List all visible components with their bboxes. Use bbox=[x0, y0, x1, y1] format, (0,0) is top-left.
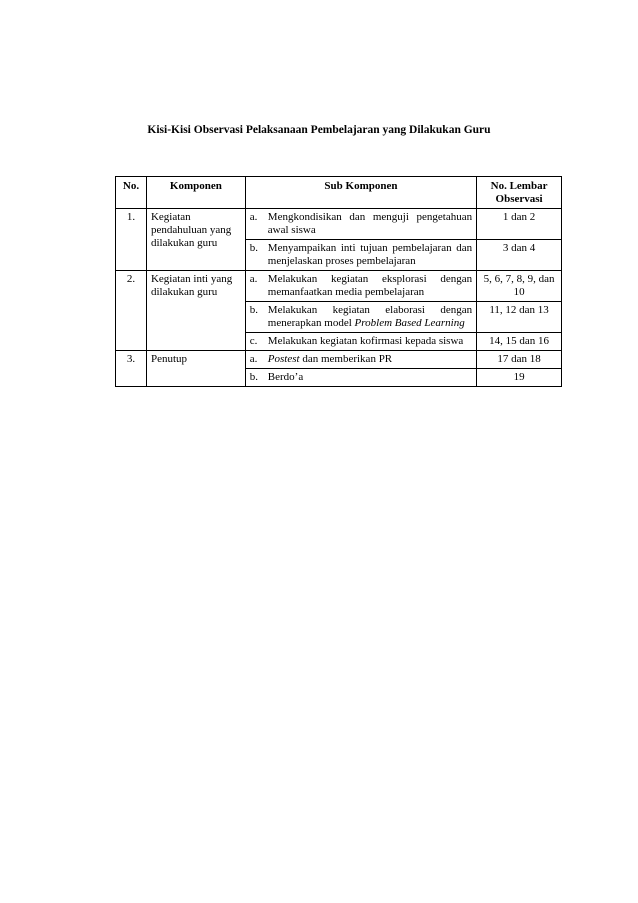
sub-komponen-cell bbox=[245, 369, 476, 387]
table-row bbox=[116, 351, 562, 369]
sub-letter: b. bbox=[249, 371, 259, 383]
sub-komponen-cell bbox=[245, 240, 476, 271]
table-row bbox=[116, 271, 562, 302]
sub-text: Berdo’a bbox=[267, 371, 304, 383]
lembar-cell: 5, 6, 7, 8, 9, dan 10 bbox=[477, 271, 562, 302]
sub-text bbox=[268, 304, 472, 330]
sub-text-italic: Postest bbox=[267, 353, 300, 365]
komponen-cell: Kegiatan inti yang dilakukan guru bbox=[146, 271, 245, 351]
sub-text-italic: Problem Based Learning bbox=[354, 317, 465, 329]
table-row bbox=[116, 209, 562, 240]
sub-text-plain: dan memberikan PR bbox=[302, 353, 393, 365]
lembar-cell: 1 dan 2 bbox=[477, 209, 562, 240]
sub-text: Menyampaikan inti tujuan pembelajaran dan menjelaskan proses pembelajaran bbox=[267, 242, 473, 267]
sub-letter: a. bbox=[249, 273, 258, 285]
header-sub-komponen: Sub Komponen bbox=[245, 177, 476, 209]
header-komponen: Komponen bbox=[146, 177, 245, 209]
sub-komponen-cell bbox=[245, 333, 476, 351]
sub-text-plain: Melakukan kegiatan elaborasi dengan menerapkan model bbox=[267, 304, 473, 329]
observation-grid-table bbox=[115, 176, 562, 387]
header-no: No. bbox=[116, 177, 147, 209]
sub-letter: a. bbox=[249, 211, 258, 223]
sub-komponen-cell bbox=[245, 351, 476, 369]
lembar-cell: 3 dan 4 bbox=[477, 240, 562, 271]
sub-letter: c. bbox=[249, 335, 258, 347]
row-number: 1. bbox=[116, 209, 147, 271]
komponen-cell: Penutup bbox=[146, 351, 245, 387]
document-title: Kisi-Kisi Observasi Pelaksanaan Pembelajaran yang Dilakukan Guru bbox=[147, 124, 491, 136]
row-number: 3. bbox=[116, 351, 147, 387]
komponen-cell: Kegiatan pendahuluan yang dilakukan guru bbox=[146, 209, 245, 271]
sub-text bbox=[268, 353, 472, 366]
lembar-cell: 19 bbox=[477, 369, 562, 387]
sub-text: Melakukan kegiatan eksplorasi dengan memanfaatkan media pembelajaran bbox=[267, 273, 473, 298]
sub-komponen-cell bbox=[245, 271, 476, 302]
sub-letter: b. bbox=[249, 242, 259, 254]
sub-letter: a. bbox=[249, 353, 258, 365]
lembar-cell: 14, 15 dan 16 bbox=[477, 333, 562, 351]
lembar-cell: 17 dan 18 bbox=[477, 351, 562, 369]
lembar-cell: 11, 12 dan 13 bbox=[477, 302, 562, 333]
sub-text: Mengkondisikan dan menguji pengetahuan awal siswa bbox=[267, 211, 473, 236]
sub-komponen-cell bbox=[245, 302, 476, 333]
table-header-row bbox=[116, 177, 562, 209]
header-lembar-observasi: No. Lembar Observasi bbox=[477, 177, 562, 209]
sub-text: Melakukan kegiatan kofirmasi kepada siswa bbox=[267, 335, 464, 347]
row-number: 2. bbox=[116, 271, 147, 351]
sub-letter: b. bbox=[249, 304, 259, 316]
sub-komponen-cell bbox=[245, 209, 476, 240]
